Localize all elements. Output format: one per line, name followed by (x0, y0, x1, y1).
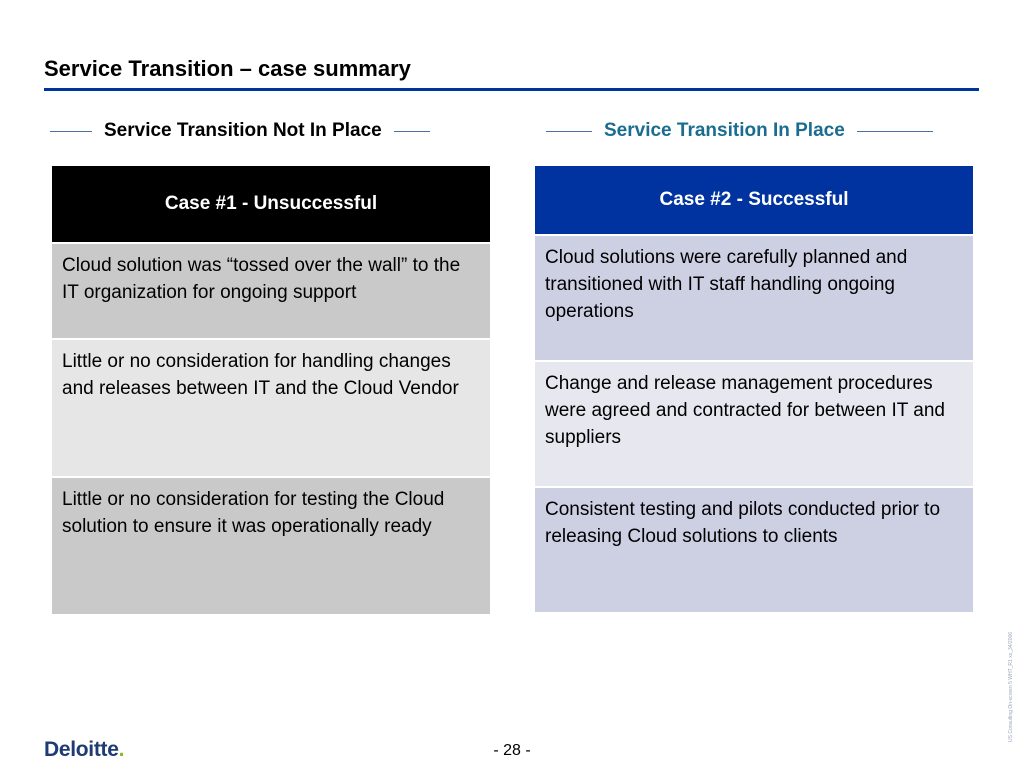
title-divider (44, 88, 979, 91)
case-2-row-3: Consistent testing and pilots conducted prior to releasing Cloud solutions to clients (535, 486, 973, 612)
page-title: Service Transition – case summary (44, 56, 411, 81)
logo-dot: . (118, 738, 125, 761)
heading-rule-left (50, 131, 92, 132)
heading-rule-left (546, 131, 592, 132)
left-section-heading (50, 118, 487, 144)
heading-rule-right (394, 131, 430, 132)
case-2-header: Case #2 - Successful (535, 166, 973, 234)
case-2-row-2: Change and release management procedures were agreed and contracted for between IT and suppliers (535, 360, 973, 486)
case-2-table (535, 166, 973, 612)
case-1-header: Case #1 - Unsuccessful (52, 166, 490, 242)
case-1-row-3: Little or no consideration for testing the Cloud solution to ensure it was operationally ready (52, 476, 490, 614)
right-heading-text: Service Transition In Place (604, 120, 845, 141)
side-note: US Consulting On-screen 5 WHT_R1 xx_34/2006 (1008, 631, 1014, 742)
case-1-table (52, 166, 490, 614)
logo-text: Deloitte (44, 738, 119, 761)
case-2-row-1: Cloud solutions were carefully planned and transitioned with IT staff handling ongoing operations (535, 234, 973, 360)
case-1-row-2: Little or no consideration for handling changes and releases between IT and the Cloud Vendor (52, 338, 490, 476)
case-1-row-1: Cloud solution was “tossed over the wall” to the IT organization for ongoing support (52, 242, 490, 338)
page-number: - 28 - (493, 742, 531, 759)
right-section-heading (546, 118, 981, 144)
left-heading-text: Service Transition Not In Place (104, 120, 382, 141)
heading-rule-right (857, 131, 933, 132)
